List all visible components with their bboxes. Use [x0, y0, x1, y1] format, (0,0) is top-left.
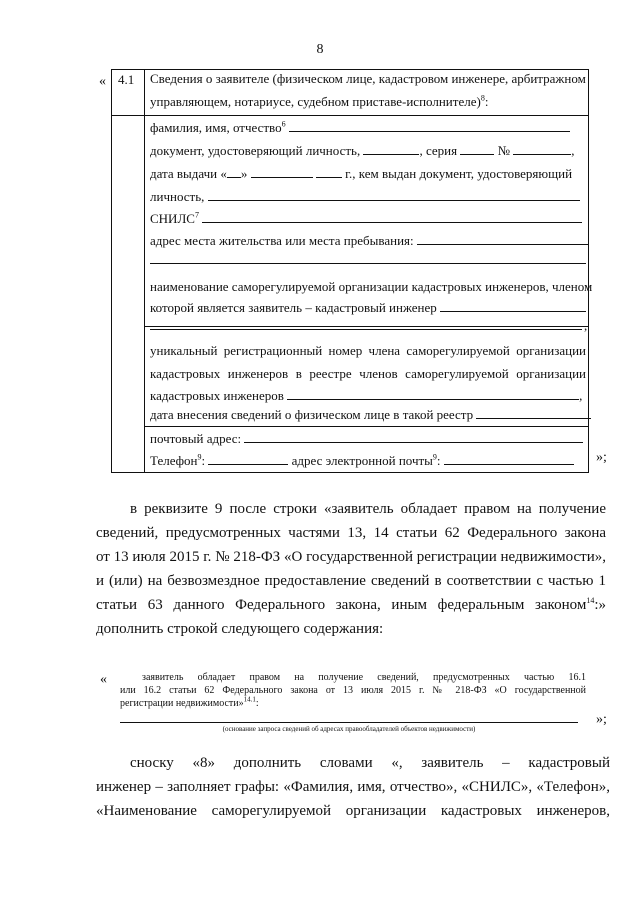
registration-number-field[interactable]: кадастровых инженеров , — [150, 388, 583, 403]
registration-number-label-line2: кадастровых инженеров в реестре членов саморегулируемой организации — [150, 366, 586, 381]
table-row-divider — [144, 426, 588, 427]
email-blank[interactable] — [444, 453, 574, 465]
sro-name-field[interactable]: которой является заявитель – кадастровый инженер — [150, 300, 586, 316]
identity-document-field[interactable]: документ, удостоверяющий личность, , серия № , — [150, 143, 575, 158]
snils-field[interactable]: СНИЛС$^7$ — [150, 211, 582, 227]
phone-blank[interactable] — [208, 453, 288, 465]
sro-comma: , — [584, 318, 588, 333]
number-blank[interactable] — [513, 143, 571, 155]
closing-quote: »; — [596, 450, 607, 465]
registration-number-label: уникальный регистрационный номер члена саморегулируемой организации — [150, 343, 586, 358]
year-blank[interactable] — [316, 166, 342, 178]
series-blank[interactable] — [460, 143, 494, 155]
table-row-divider — [112, 115, 588, 116]
fio-blank[interactable] — [289, 120, 570, 132]
postal-address-field[interactable]: почтовый адрес: — [150, 431, 583, 447]
day-blank[interactable] — [227, 166, 241, 178]
month-blank[interactable] — [251, 166, 313, 178]
section-title-line2: управляющем, нотариусе, судебном приставе-исполнителе)$^8$: — [150, 93, 489, 109]
sro-name-blank-line2[interactable] — [150, 329, 582, 330]
table-row-divider — [144, 326, 588, 327]
sro-name-blank[interactable] — [440, 300, 586, 312]
document-type-blank[interactable] — [363, 143, 419, 155]
footnote-amendment-paragraph: сноску «8» дополнить словами «, заявитель – кадастровый инженер – заполняет графы: «Фамилия, имя, отчество», «СНИЛС», «Телефон», «Наименование саморегулируемой организации кадастровых инженеров, — [96, 755, 610, 819]
section-title: Сведения о заявителе (физическом лице, кадастровом инженере, арбитражном — [150, 71, 586, 86]
postal-address-blank[interactable] — [244, 431, 583, 443]
residence-address-field[interactable]: адрес места жительства или места пребывания: — [150, 233, 589, 249]
basis-blank[interactable] — [120, 722, 578, 723]
issue-date-field[interactable]: дата выдачи « » г., кем выдан документ, удостоверяющий — [150, 166, 573, 181]
page-number: 8 — [316, 42, 324, 57]
insert-opening-quote: « — [100, 672, 107, 687]
insert-closing-quote: »; — [596, 712, 607, 727]
table-column-divider — [144, 70, 145, 472]
amendment-paragraph: в реквизите 9 после строки «заявитель обладает правом на получение сведений, предусмотренных частями 13, 14 статьи 62 Федерального закона от 13 июля 2015 г. № 218-ФЗ «О государственной регистрации недвижимости», и (или) на безвозмездное предоставление сведений в соответствии с частью 1 статьи 63 данного Федерального закона, иным федеральным законом$^{14}$:» дополнить строкой следующего содержания: — [96, 501, 606, 637]
inserted-text: заявитель обладает правом на получение сведений, предусмотренных частью 16.1 или 16.2 статьи 62 Федерального закона от 13 июля 2015 г. № 218-ФЗ «О государственной регистрации недвижимости»$^{14.1}$: — [120, 672, 586, 709]
registration-number-blank[interactable] — [287, 388, 579, 400]
residence-address-blank-line2[interactable] — [150, 263, 586, 264]
registry-date-field[interactable]: дата внесения сведений о физическом лице в такой реестр — [150, 407, 591, 423]
residence-address-blank[interactable] — [417, 233, 589, 245]
registry-date-blank[interactable] — [476, 407, 591, 419]
sro-name-label: наименование саморегулируемой организации кадастровых инженеров, членом — [150, 279, 593, 294]
phone-email-field[interactable]: Телефон$^9$: адрес электронной почты$^9$: — [150, 453, 574, 469]
section-number: 4.1 — [118, 72, 135, 87]
basis-caption: (основание запроса сведений об адресах правообладателей объектов недвижимости) — [222, 725, 476, 733]
issued-by-blank[interactable] — [208, 189, 580, 201]
opening-quote: « — [99, 74, 106, 89]
issued-by-field[interactable]: личность, — [150, 189, 580, 205]
snils-blank[interactable] — [202, 211, 582, 223]
fio-field[interactable]: фамилия, имя, отчество$^6$ — [150, 120, 586, 136]
